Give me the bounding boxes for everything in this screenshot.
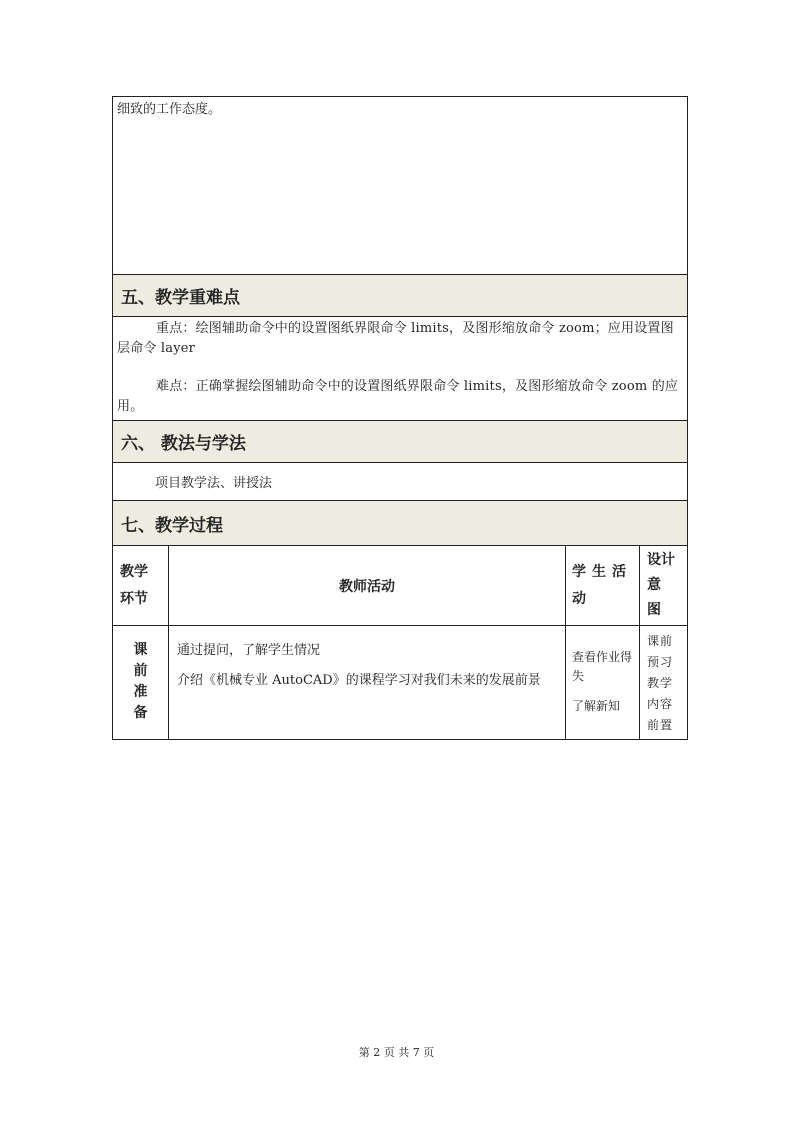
stage-char: 准 [133, 684, 148, 700]
student-activity-line: 查看作业得失 [572, 650, 633, 683]
continuation-cell [113, 97, 687, 275]
stage-cell [113, 626, 169, 739]
header-intent-line: 图 [647, 602, 661, 618]
difficult-point-text: 难点：正确掌握绘图辅助命令中的设置图纸界限命令 limits，及图形缩放命令 zoom 的应用。 [117, 379, 679, 414]
section-5-title: 五、教学重难点 [121, 288, 240, 308]
teacher-activity-line: 介绍《机械专业 AutoCAD》的课程学习对我们未来的发展前景 [177, 673, 541, 688]
student-activity-line: 了解新知 [572, 699, 621, 713]
header-teacher [169, 546, 566, 625]
student-activity-cell [566, 626, 640, 739]
process-header-row [113, 546, 687, 626]
header-stage-line: 教学 [120, 563, 148, 580]
key-points-cell [113, 317, 687, 421]
header-stage [113, 546, 169, 625]
header-intent-line: 意 [647, 577, 661, 593]
section-6-title: 六、 教法与学法 [121, 434, 246, 454]
teacher-activity-line: 通过提问，了解学生情况 [177, 643, 321, 658]
section-5-heading [113, 275, 687, 317]
section-7-heading [113, 501, 687, 546]
header-stage-line: 环节 [120, 590, 148, 607]
teacher-activity-cell [169, 626, 566, 739]
stage-char: 课 [133, 642, 148, 658]
lesson-plan-table [112, 96, 688, 740]
stage-char: 前 [133, 663, 148, 679]
header-student-line: 动 [572, 590, 592, 607]
header-intent-line: 设计 [647, 552, 675, 568]
page-footer: 第 2 页 共 7 页 [358, 1046, 435, 1059]
methods-text: 项目教学法、讲授法 [155, 476, 273, 491]
section-6-heading [113, 421, 687, 463]
methods-cell [113, 463, 687, 501]
table-row [113, 626, 687, 739]
continuation-text: 细致的工作态度。 [117, 102, 222, 117]
stage-char: 备 [133, 705, 148, 721]
section-7-title: 七、教学过程 [121, 515, 223, 536]
design-intent-text: 课前预习教学内容前置 [647, 634, 674, 732]
header-intent [640, 546, 687, 625]
design-intent-cell [640, 626, 687, 739]
header-student-line: 学生活 [572, 563, 632, 580]
key-point-text: 重点：绘图辅助命令中的设置图纸界限命令 limits，及图形缩放命令 zoom；应用设置图层命令 layer [117, 321, 674, 356]
header-student [566, 546, 640, 625]
header-teacher-label: 教师活动 [339, 578, 395, 595]
